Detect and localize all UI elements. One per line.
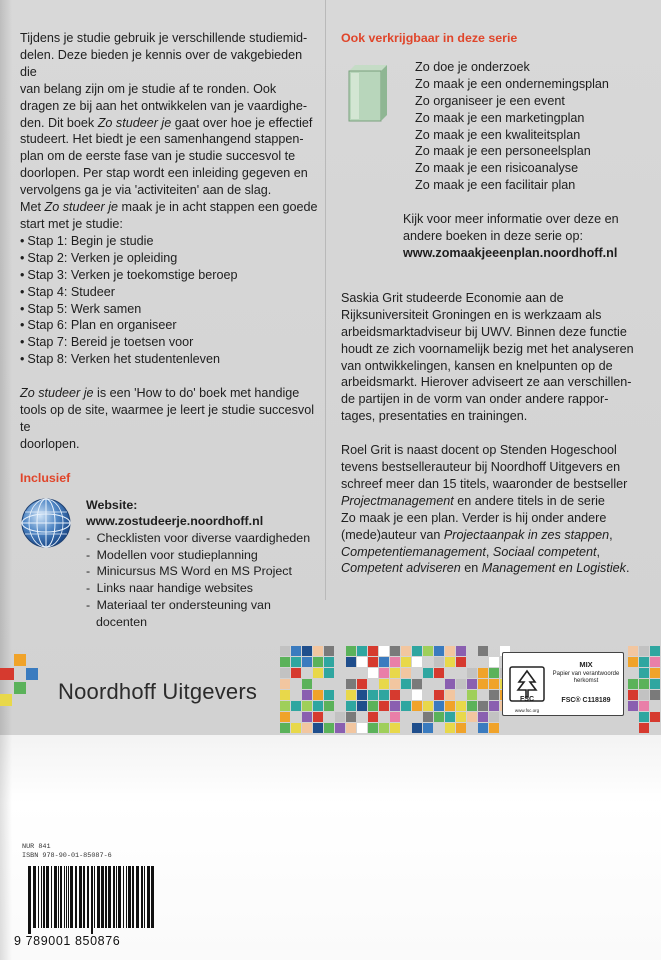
- book-icon: [347, 63, 389, 123]
- mosaic-tile: [357, 701, 367, 711]
- mosaic-tile: [434, 701, 444, 711]
- mosaic-tile: [390, 646, 400, 656]
- mosaic-tile: [489, 679, 499, 689]
- mosaic-tile: [412, 657, 422, 667]
- mosaic-tile: [368, 668, 378, 678]
- website-label: Website:: [86, 497, 138, 512]
- bio-line: Roel Grit is naast docent op Stenden Hogeschool: [341, 443, 617, 458]
- mosaic-tile: [368, 657, 378, 667]
- fsc-mix: MIX: [579, 660, 593, 669]
- bio-line: .: [625, 561, 630, 576]
- mosaic-tile: [346, 712, 356, 722]
- mosaic-tile: [639, 646, 649, 656]
- mosaic-tile: [434, 668, 444, 678]
- mosaic-tile: [390, 679, 400, 689]
- bio-line: Saskia Grit studeerde Economie aan de: [341, 290, 564, 305]
- mosaic-tile: [489, 712, 499, 722]
- series-title-item: Zo maak je een facilitair plan: [415, 178, 576, 193]
- mosaic-tile: [368, 690, 378, 700]
- barcode-bar: [144, 866, 145, 928]
- mosaic-tile: [324, 690, 334, 700]
- series-title-item: Zo maak je een personeelsplan: [415, 144, 591, 159]
- mosaic-tile: [357, 657, 367, 667]
- mosaic-tile: [412, 723, 422, 733]
- mosaic-tile: [628, 657, 638, 667]
- inclusief-heading: Inclusief: [20, 470, 71, 485]
- barcode-bar: [28, 866, 31, 934]
- mosaic-tile: [346, 657, 356, 667]
- mosaic-tile: [302, 657, 312, 667]
- mosaic-tile: [489, 668, 499, 678]
- mosaic-tile: [390, 712, 400, 722]
- mosaic-tile: [639, 712, 649, 722]
- mosaic-tile: [445, 646, 455, 656]
- intro-line: plan om de eerste fase van je studie succesvol te: [20, 149, 296, 164]
- more-info: [403, 211, 646, 262]
- mosaic-tile: [489, 690, 499, 700]
- bio-line: ,: [485, 544, 493, 559]
- series-title-item: Zo maak je een kwaliteitsplan: [415, 127, 581, 142]
- barcode-bar: [132, 866, 134, 928]
- intro-line: dragen ze bij aan het ontwikkelen van je vaardighe-: [20, 98, 308, 113]
- website-text: [86, 497, 310, 648]
- mosaic-tile: [423, 701, 433, 711]
- mosaic-tile: [313, 646, 323, 656]
- mosaic-tile: [313, 712, 323, 722]
- intro-line: delen. Deze bieden je kennis over de vakgebieden die: [20, 47, 303, 79]
- mosaic-tile: [412, 701, 422, 711]
- book-title-italic: Zo studeer je: [44, 200, 119, 215]
- barcode-bar: [108, 866, 111, 928]
- mosaic-tile: [346, 679, 356, 689]
- barcode-bar: [79, 866, 82, 928]
- barcode-bar: [51, 866, 52, 928]
- barcode-bar: [43, 866, 45, 928]
- mosaic-tile: [650, 690, 660, 700]
- mosaic-tile: [379, 668, 389, 678]
- mosaic-tile: [280, 646, 290, 656]
- mosaic-tile: [280, 701, 290, 711]
- inclusief-list: [86, 530, 310, 630]
- mosaic-tile: [390, 690, 400, 700]
- mosaic-tile: [445, 701, 455, 711]
- mosaic-tile: [302, 701, 312, 711]
- intro-paragraph: [20, 30, 320, 233]
- mosaic-tile: [291, 657, 301, 667]
- mosaic-tile: [357, 679, 367, 689]
- intro-line: gaat over hoe je effectief: [171, 115, 313, 130]
- barcode: [22, 866, 162, 934]
- mosaic-tile: [650, 679, 660, 689]
- barcode-bar: [75, 866, 77, 928]
- mosaic-tile: [313, 668, 323, 678]
- step-item: • Stap 2: Verken je opleiding: [20, 250, 320, 267]
- barcode-bar: [123, 866, 124, 928]
- book-title-italic: Projectmanagement: [341, 493, 454, 508]
- mosaic-tile: [628, 646, 638, 656]
- mosaic-tile: [478, 679, 488, 689]
- mosaic-tile: [346, 701, 356, 711]
- mosaic-tile: [14, 682, 26, 694]
- mosaic-tile: [650, 646, 660, 656]
- bio-line: de partijen in de vorm van onder andere rappor-: [341, 392, 609, 407]
- book-title-italic: Zo studeer je: [97, 115, 172, 130]
- fsc-site: www.fsc.org: [514, 708, 540, 713]
- book-title-italic: Competent adviseren: [341, 561, 461, 576]
- mosaic-tile: [379, 646, 389, 656]
- mosaic-tile: [423, 646, 433, 656]
- step-item: • Stap 6: Plan en organiseer: [20, 317, 320, 334]
- barcode-bar: [83, 866, 85, 928]
- mosaic-tile: [324, 657, 334, 667]
- mosaic-tile: [467, 690, 477, 700]
- mosaic-tile: [639, 679, 649, 689]
- mosaic-tile: [478, 701, 488, 711]
- mosaic-tile: [302, 679, 312, 689]
- mosaic-tile: [390, 723, 400, 733]
- spine-shadow: [0, 0, 12, 960]
- nur-code: NUR 841: [22, 843, 51, 851]
- mosaic-tile: [639, 668, 649, 678]
- mosaic-tile: [379, 690, 389, 700]
- bio-line: en andere titels in de serie: [453, 493, 605, 508]
- mosaic-tile: [412, 690, 422, 700]
- intro-line: Tijdens je studie gebruik je verschillende studiemid-: [20, 31, 308, 45]
- mosaic-tile: [467, 679, 477, 689]
- mosaic-tile: [467, 701, 477, 711]
- howto-line: is een 'How to do' boek met handige: [93, 386, 300, 401]
- fsc-code: FSC® C118189: [561, 697, 611, 704]
- barcode-bar: [101, 866, 104, 928]
- mosaic-tile: [357, 646, 367, 656]
- mosaic-tile: [478, 723, 488, 733]
- howto-line: tools op de site, waarmee je leert je studie succesvol te: [20, 403, 315, 434]
- book-title-italic: Management en Logistiek: [481, 561, 626, 576]
- author-bios: [341, 290, 646, 578]
- mosaic-tile: [639, 690, 649, 700]
- mosaic-tile: [434, 657, 444, 667]
- mosaic-tile: [456, 723, 466, 733]
- book-title-italic: Zo studeer je: [20, 386, 94, 401]
- intro-line: studeert. Het biedt je een samenhangend stappen-: [20, 132, 304, 147]
- mosaic-tile: [412, 646, 422, 656]
- mosaic-tile: [467, 712, 477, 722]
- mosaic-tile: [280, 690, 290, 700]
- mosaic-tile: [302, 712, 312, 722]
- mosaic-tile: [628, 701, 638, 711]
- mosaic-tile: [379, 679, 389, 689]
- mosaic-tile: [14, 654, 26, 666]
- mosaic-tile: [280, 657, 290, 667]
- book-title-italic: Projectaanpak in zes stappen: [443, 527, 610, 542]
- mosaic-tile: [423, 723, 433, 733]
- bio-line: tevens bestsellerauteur bij Noordhoff Uitgevers en: [341, 460, 621, 475]
- mosaic-tile: [445, 712, 455, 722]
- mosaic-tile: [390, 657, 400, 667]
- mosaic-tile: [489, 657, 499, 667]
- inclusief-item: - Materiaal ter ondersteuning van docenten: [86, 597, 276, 630]
- barcode-bar: [141, 866, 143, 928]
- column-divider: [325, 0, 326, 600]
- series-heading: Ook verkrijgbaar in deze serie: [341, 31, 518, 45]
- barcode-bar: [66, 866, 67, 928]
- barcode-bar: [60, 866, 62, 928]
- mosaic-tile: [401, 679, 411, 689]
- mosaic-tile: [639, 657, 649, 667]
- mosaic-tile: [26, 668, 38, 680]
- book-title-italic: Competentiemanagement: [341, 544, 486, 559]
- bio-line: van ontwikkelingen, kansen en knelpunten op de: [341, 358, 613, 373]
- mosaic-tile: [489, 723, 499, 733]
- steps-list: [20, 233, 320, 368]
- barcode-bar: [136, 866, 139, 928]
- barcode-bar: [126, 866, 127, 928]
- mosaic-tile: [280, 723, 290, 733]
- barcode-bar: [38, 866, 39, 928]
- mosaic-tile: [313, 657, 323, 667]
- step-item: • Stap 1: Begin je studie: [20, 233, 320, 250]
- left-column: [20, 30, 320, 647]
- mosaic-tile: [650, 657, 660, 667]
- mosaic-tile: [456, 679, 466, 689]
- steps-intro: start met je studie:: [20, 216, 123, 231]
- website-url-link[interactable]: www.zostudeerje.noordhoff.nl: [86, 514, 264, 529]
- mosaic-tile: [379, 723, 389, 733]
- mosaic-tile: [445, 657, 455, 667]
- mosaic-tile: [324, 701, 334, 711]
- barcode-bar: [68, 866, 69, 928]
- barcode-bar: [116, 866, 117, 928]
- barcode-bar: [97, 866, 100, 928]
- mosaic-tile: [291, 701, 301, 711]
- step-item: • Stap 8: Verken het studentenleven: [20, 351, 320, 368]
- mosaic-tile: [302, 690, 312, 700]
- barcode-digits: 9 789001 850876: [14, 934, 121, 948]
- mosaic-tile: [368, 712, 378, 722]
- series-title-item: Zo maak je een risicoanalyse: [415, 161, 579, 176]
- series-list: [415, 59, 609, 194]
- barcode-bar: [54, 866, 57, 928]
- barcode-bar: [118, 866, 121, 928]
- howto-paragraph: [20, 385, 320, 453]
- barcode-bar: [91, 866, 93, 934]
- barcode-bar: [58, 866, 59, 928]
- mosaic-tile: [324, 646, 334, 656]
- fsc-label: [502, 652, 624, 716]
- mosaic-tile: [313, 690, 323, 700]
- inclusief-item: - Checklisten voor diverse vaardigheden: [86, 530, 310, 547]
- mosaic-tile: [0, 668, 14, 680]
- mosaic-tile: [346, 646, 356, 656]
- barcode-bar: [94, 866, 95, 928]
- bio-line: ,: [596, 544, 601, 559]
- bio-line: Zo maak je een plan. Verder is hij onder andere: [341, 510, 607, 525]
- inclusief-item: - Minicursus MS Word en MS Project: [86, 563, 310, 580]
- barcode-bar: [113, 866, 115, 928]
- mosaic-tile: [401, 701, 411, 711]
- bio-line: arbeidsmarktadviseur bij UWV. Binnen deze functie: [341, 324, 627, 339]
- mosaic-tile: [335, 712, 345, 722]
- mosaic-tile: [478, 668, 488, 678]
- mosaic-tile: [0, 694, 12, 706]
- mosaic-tile: [291, 668, 301, 678]
- howto-line: doorlopen.: [20, 436, 80, 451]
- more-info-line: Kijk voor meer informatie over deze en: [403, 212, 619, 227]
- mosaic-tile: [280, 679, 290, 689]
- mosaic-tile: [445, 679, 455, 689]
- mosaic-tile: [357, 723, 367, 733]
- bio-saskia: [341, 290, 646, 425]
- mosaic-tile: [639, 701, 649, 711]
- mosaic-tile: [346, 690, 356, 700]
- mosaic-tile: [390, 668, 400, 678]
- bio-roel: [341, 442, 646, 577]
- series-title-item: Zo organiseer je een event: [415, 93, 565, 108]
- bio-line: tages, presentaties en trainingen.: [341, 409, 528, 424]
- mosaic-tile: [379, 701, 389, 711]
- bio-line: en: [460, 561, 482, 576]
- series-title-item: Zo doe je onderzoek: [415, 59, 530, 74]
- mosaic-tile: [368, 646, 378, 656]
- mosaic-tile: [390, 701, 400, 711]
- right-column: [341, 30, 646, 594]
- mosaic-tile: [357, 690, 367, 700]
- mosaic-tile: [434, 646, 444, 656]
- bio-line: arbeidsmarkt. Hierover adviseert ze aan verschillen-: [341, 375, 632, 390]
- intro-line: den. Dit boek: [20, 115, 98, 130]
- mosaic-tile: [291, 646, 301, 656]
- inclusief-item: - Links naar handige websites: [86, 580, 310, 597]
- steps-intro: maak je in acht stappen een goede: [118, 200, 318, 215]
- fsc-mix-sub: Papier van verantwoorde herkomst: [552, 671, 620, 684]
- steps-intro: Met: [20, 200, 45, 215]
- bio-line: ,: [609, 527, 613, 542]
- mosaic-tile: [368, 723, 378, 733]
- step-item: • Stap 4: Studeer: [20, 284, 320, 301]
- mosaic-tile: [324, 723, 334, 733]
- mosaic-tile: [423, 712, 433, 722]
- isbn-code: ISBN 978-90-01-85087-6: [22, 852, 112, 860]
- mosaic-tile: [628, 690, 638, 700]
- mosaic-tile: [401, 668, 411, 678]
- barcode-bar: [147, 866, 150, 928]
- mosaic-tile: [291, 723, 301, 733]
- mosaic-tile: [423, 668, 433, 678]
- step-item: • Stap 3: Verken je toekomstige beroep: [20, 267, 320, 284]
- barcode-bar: [128, 866, 131, 928]
- mosaic-tile: [401, 646, 411, 656]
- publisher-name: Noordhoff Uitgevers: [58, 679, 258, 704]
- mosaic-tile: [478, 646, 488, 656]
- mosaic-tile: [639, 723, 649, 733]
- series-title-item: Zo maak je een ondernemingsplan: [415, 76, 609, 91]
- mosaic-tile: [368, 701, 378, 711]
- bio-line: houdt ze zich voornamelijk bezig met het analyseren: [341, 341, 634, 356]
- mosaic-tile: [379, 657, 389, 667]
- series-block: [341, 59, 646, 194]
- fsc-text: FSC: [520, 696, 534, 703]
- isbn-text: [22, 843, 112, 861]
- mosaic-tile: [313, 723, 323, 733]
- barcode-bar: [105, 866, 107, 928]
- mosaic-tile: [445, 690, 455, 700]
- intro-line: doorlopen. Per stap wordt een inleiding gegeven en: [20, 166, 308, 181]
- barcode-bar: [33, 866, 36, 928]
- mosaic-tile: [280, 712, 290, 722]
- mosaic-tile: [467, 668, 477, 678]
- barcode-bar: [151, 866, 154, 928]
- mosaic-tile: [401, 657, 411, 667]
- mosaic-tile: [302, 646, 312, 656]
- barcode-bar: [87, 866, 89, 928]
- mosaic-tile: [489, 701, 499, 711]
- step-item: • Stap 7: Bereid je toetsen voor: [20, 334, 320, 351]
- mosaic-tile: [445, 723, 455, 733]
- mosaic-tile: [434, 690, 444, 700]
- mosaic-tile: [302, 723, 312, 733]
- barcode-bar: [46, 866, 49, 928]
- barcode-bar: [70, 866, 73, 928]
- intro-line: vervolgens ga je via 'activiteiten' aan de slag.: [20, 183, 272, 198]
- step-item: • Stap 5: Werk samen: [20, 301, 320, 318]
- mosaic-tile: [280, 668, 290, 678]
- barcode-bar: [64, 866, 65, 928]
- website-block: [20, 497, 320, 648]
- mosaic-tile: [478, 712, 488, 722]
- bio-line: schreef meer dan 15 titels, waaronder de bestseller: [341, 476, 628, 491]
- more-info-line: andere boeken in deze serie op:: [403, 229, 583, 244]
- mosaic-tile: [324, 668, 334, 678]
- mosaic-tile: [628, 679, 638, 689]
- mosaic-tile: [456, 646, 466, 656]
- series-url-link[interactable]: www.zomaakjeeenplan.noordhoff.nl: [403, 245, 618, 260]
- globe-icon: [20, 497, 72, 549]
- bio-line: (mede)auteur van: [341, 527, 444, 542]
- mosaic-tile: [434, 712, 444, 722]
- mosaic-tile: [650, 668, 660, 678]
- barcode-bar: [41, 866, 42, 928]
- mosaic-tile: [335, 723, 345, 733]
- mosaic-tile: [313, 701, 323, 711]
- mosaic-tile: [456, 712, 466, 722]
- inclusief-item: - Modellen voor studieplanning: [86, 547, 310, 564]
- book-title-italic: Sociaal competent: [492, 544, 597, 559]
- mosaic-tile: [412, 679, 422, 689]
- mosaic-tile: [456, 701, 466, 711]
- intro-line: van belang zijn om je studie af te ronden. Ook: [20, 81, 277, 96]
- series-title-item: Zo maak je een marketingplan: [415, 110, 585, 125]
- mosaic-tile: [650, 712, 660, 722]
- bio-line: Rijksuniversiteit Groningen en is werkzaam als: [341, 307, 602, 322]
- mosaic-tile: [456, 657, 466, 667]
- mosaic-tile: [346, 723, 356, 733]
